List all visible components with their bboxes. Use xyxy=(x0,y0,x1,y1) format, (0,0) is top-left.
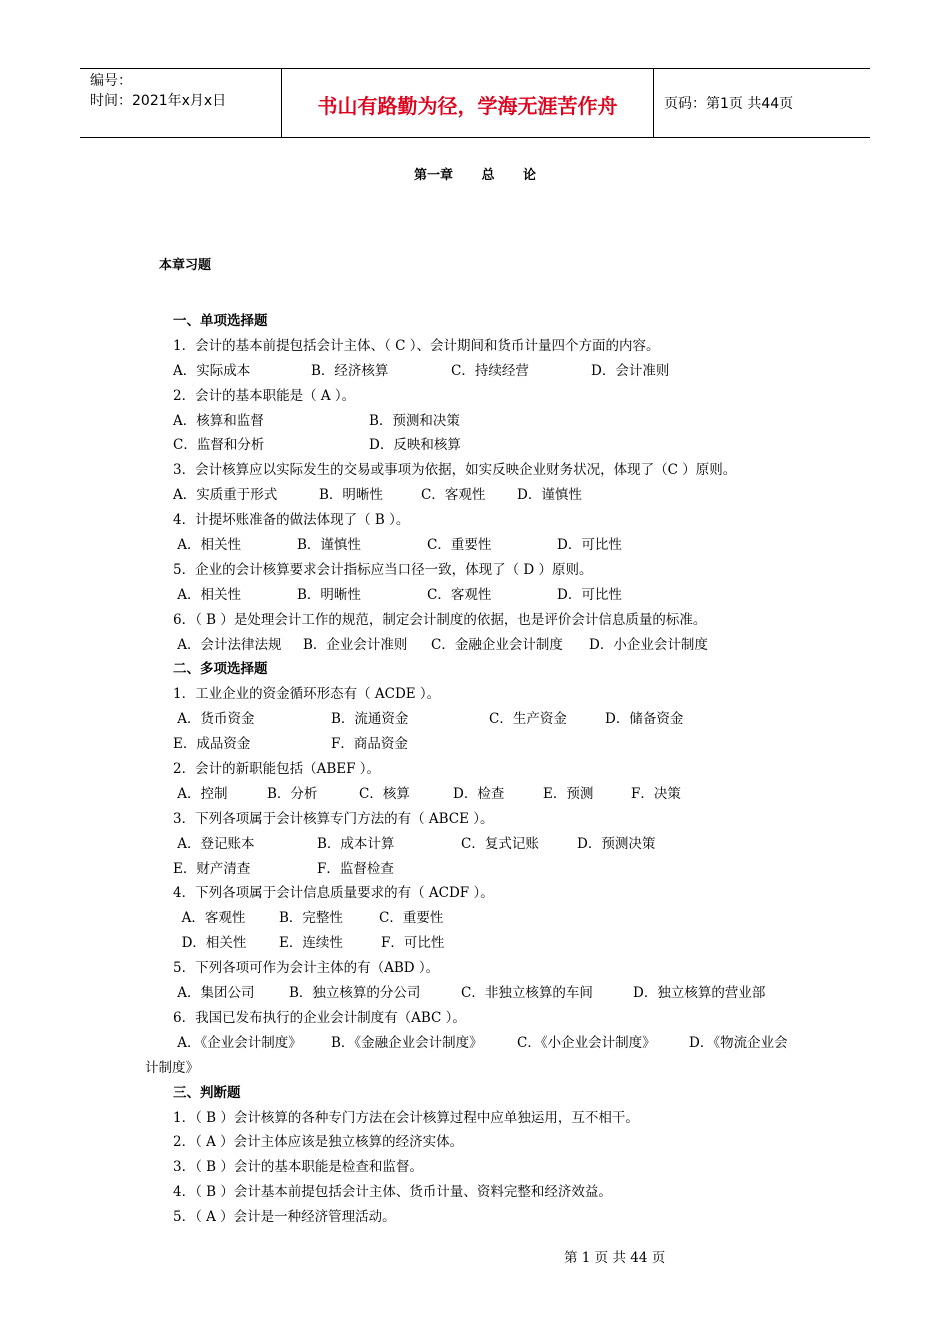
option-item: A．货币资金 xyxy=(173,711,255,728)
option-item: A．相关性 xyxy=(173,537,242,554)
chapter-word-1: 总 xyxy=(481,168,495,183)
option-row xyxy=(173,633,823,658)
option-item: C．持续经营 xyxy=(451,362,529,379)
option-item: B．明晰性 xyxy=(297,586,361,603)
option-item: F．决策 xyxy=(631,785,681,802)
option-item: D．预测决策 xyxy=(577,835,656,852)
option-item: E．成品资金 xyxy=(173,736,251,753)
question-line: 6．（ B ）是处理会计工作的规范，制定会计制度的依据，也是评价会计信息质量的标准。 xyxy=(173,611,707,628)
option-item: B．流通资金 xyxy=(331,711,409,728)
option-item: B．完整性 xyxy=(279,910,343,927)
option-item: F．商品资金 xyxy=(331,736,408,753)
section-heading: 三、判断题 xyxy=(173,1084,241,1101)
option-item: D．检查 xyxy=(453,785,505,802)
option-item: E．预测 xyxy=(543,785,594,802)
option-row xyxy=(173,832,823,857)
section-heading: 二、多项选择题 xyxy=(173,661,268,678)
question-line: 5．（ A ）会计是一种经济管理活动。 xyxy=(173,1209,396,1226)
option-row xyxy=(173,732,823,757)
section-subtitle: 本章习题 xyxy=(159,258,212,273)
option-item: A．登记账本 xyxy=(173,835,255,852)
option-item: A．实质重于形式 xyxy=(173,487,278,504)
option-item: C．重要性 xyxy=(379,910,444,927)
option-item: D．小企业会计制度 xyxy=(589,636,708,653)
option-row xyxy=(173,359,823,384)
header-table xyxy=(80,68,870,138)
option-item: B．分析 xyxy=(267,785,318,802)
number-label: 编号： xyxy=(90,73,132,89)
option-item: B．《金融企业会计制度》 xyxy=(331,1034,483,1051)
option-item: C．金融企业会计制度 xyxy=(431,636,563,653)
option-item: A．实际成本 xyxy=(173,362,251,379)
exercise-content xyxy=(145,309,823,1230)
question-line: 1．（ B ）会计核算的各种专门方法在会计核算过程中应单独运用，互不相干。 xyxy=(173,1109,639,1126)
option-item: E．财产清查 xyxy=(173,860,251,877)
question-line: 4．计提坏账准备的做法体现了（ B ）。 xyxy=(173,512,410,529)
option-row xyxy=(173,483,823,508)
option-row xyxy=(173,981,823,1006)
option-item: C．核算 xyxy=(359,785,410,802)
option-row xyxy=(173,1031,823,1056)
option-item: F．可比性 xyxy=(381,935,445,952)
option-item: A．客观性 xyxy=(173,910,246,927)
option-item: C．生产资金 xyxy=(489,711,567,728)
header-left-cell xyxy=(80,69,282,137)
question-line: 5．企业的会计核算要求会计指标应当口径一致，体现了（ D ）原则。 xyxy=(173,561,593,578)
option-item: C．《小企业会计制度》 xyxy=(517,1034,656,1051)
question-line: 4．（ B ）会计基本前提包括会计主体、货币计量、资料完整和经济效益。 xyxy=(173,1184,612,1201)
option-item: A．相关性 xyxy=(173,586,242,603)
question-line: 1．工业企业的资金循环形态有（ ACDE ）。 xyxy=(173,686,441,703)
option-item: E．连续性 xyxy=(279,935,343,952)
option-row xyxy=(173,857,823,882)
page-label: 页码：第1页 共44页 xyxy=(664,96,794,112)
option-item: D．相关性 xyxy=(173,935,247,952)
option-item: A．集团公司 xyxy=(173,985,255,1002)
option-item: B．预测和决策 xyxy=(369,412,460,429)
option-item: C．复式记账 xyxy=(461,835,539,852)
option-item: A．《企业会计制度》 xyxy=(173,1034,302,1051)
option-row xyxy=(173,782,823,807)
option-row xyxy=(173,533,823,558)
option-item: D．会计准则 xyxy=(591,362,670,379)
option-row xyxy=(173,707,823,732)
option-item: A．会计法律法规 xyxy=(173,636,282,653)
option-item: D．反映和核算 xyxy=(369,437,461,454)
option-item: A．核算和监督 xyxy=(173,412,264,429)
question-line: 6．我国已发布执行的企业会计制度有（ABC ）。 xyxy=(173,1009,466,1026)
option-item: B．独立核算的分公司 xyxy=(289,985,421,1002)
question-line: 2．会计的新职能包括（ABEF ）。 xyxy=(173,761,381,778)
option-item: B．经济核算 xyxy=(311,362,389,379)
option-row xyxy=(173,583,823,608)
chapter-word-2: 论 xyxy=(523,168,537,183)
time-label: 时间：2021年x月x日 xyxy=(90,93,227,109)
option-item: D．储备资金 xyxy=(605,711,684,728)
option-item: A．控制 xyxy=(173,785,228,802)
option-item: D．可比性 xyxy=(557,537,622,554)
question-line: 3．（ B ）会计的基本职能是检查和监督。 xyxy=(173,1159,423,1176)
wrapped-line: 计制度》 xyxy=(145,1059,199,1076)
option-item: B．企业会计准则 xyxy=(303,636,408,653)
option-row xyxy=(173,409,823,434)
option-item: F．监督检查 xyxy=(317,860,394,877)
option-item: D．《物流企业会 xyxy=(689,1034,788,1051)
option-row xyxy=(173,931,823,956)
option-item: D．谨慎性 xyxy=(517,487,582,504)
motto: 书山有路勤为径，学海无涯苦作舟 xyxy=(282,69,654,137)
option-item: C．客观性 xyxy=(421,487,486,504)
option-item: C．客观性 xyxy=(427,586,492,603)
option-item: B．明晰性 xyxy=(319,487,383,504)
question-line: 1．会计的基本前提包括会计主体、（ C ）、会计期间和货币计量四个方面的内容。 xyxy=(173,337,660,354)
question-line: 3．会计核算应以实际发生的交易或事项为依据，如实反映企业财务状况，体现了（C ）原则。 xyxy=(173,462,737,479)
chapter-title xyxy=(0,164,950,183)
question-line: 5．下列各项可作为会计主体的有（ABD ）。 xyxy=(173,960,440,977)
option-item: D．独立核算的营业部 xyxy=(633,985,766,1002)
question-line: 3．下列各项属于会计核算专门方法的有（ ABCE ）。 xyxy=(173,810,494,827)
question-line: 2．会计的基本职能是（ A ）。 xyxy=(173,387,356,404)
question-line: 4．下列各项属于会计信息质量要求的有（ ACDF ）。 xyxy=(173,885,494,902)
section-heading: 一、单项选择题 xyxy=(173,313,268,329)
option-item: C．监督和分析 xyxy=(173,437,265,454)
option-item: B．谨慎性 xyxy=(297,537,361,554)
option-item: D．可比性 xyxy=(557,586,622,603)
question-line: 2．（ A ）会计主体应该是独立核算的经济实体。 xyxy=(173,1134,464,1151)
option-item: C．重要性 xyxy=(427,537,492,554)
option-item: C．非独立核算的车间 xyxy=(461,985,593,1002)
chapter-number: 第一章 xyxy=(413,168,453,183)
page-footer: 第 1 页 共 44 页 xyxy=(564,1250,666,1266)
option-item: B．成本计算 xyxy=(317,835,395,852)
option-row xyxy=(173,433,823,458)
option-row xyxy=(173,906,823,931)
